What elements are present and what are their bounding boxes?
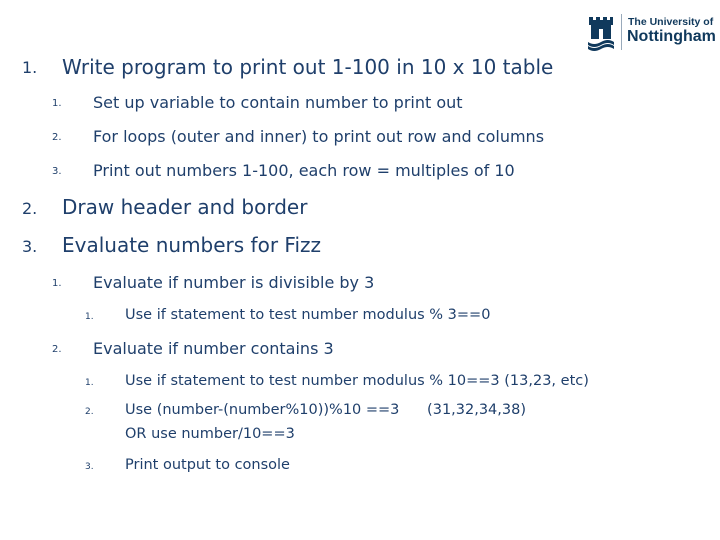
university-logo [586, 12, 714, 52]
list-number: 3. [52, 166, 62, 177]
list-item: Use (number-(number%10))%10 ==3 (31,32,34,38) [125, 402, 527, 418]
logo-line1: The University of [628, 16, 714, 28]
list-item: Set up variable to contain number to print out [93, 93, 463, 112]
list-number: 3. [85, 462, 94, 472]
list-number: 1. [85, 312, 94, 322]
castle-crest-icon [586, 13, 616, 51]
list-item: Evaluate if number contains 3 [93, 339, 334, 358]
list-item: Evaluate numbers for Fizz [62, 233, 322, 257]
list-item: Use if statement to test number modulus % 10==3 (13,23, etc) [125, 373, 589, 389]
list-item: Print out numbers 1-100, each row = multiples of 10 [93, 161, 515, 180]
list-number: 2. [85, 407, 94, 417]
logo-divider [621, 14, 622, 50]
list-number: 3. [22, 237, 38, 256]
list-number: 1. [52, 278, 62, 289]
list-item: Evaluate if number is divisible by 3 [93, 273, 375, 292]
list-item: Print output to console [125, 457, 290, 473]
logo-line2: Nottingham [627, 28, 716, 45]
list-item: Write program to print out 1-100 in 10 x 10 table [62, 55, 554, 79]
list-number: 2. [52, 344, 62, 355]
list-item: For loops (outer and inner) to print out row and columns [93, 127, 545, 146]
list-number: 1. [22, 58, 38, 77]
list-item: Use if statement to test number modulus % 3==0 [125, 307, 491, 323]
list-number: 2. [52, 132, 62, 143]
list-number: 1. [85, 378, 94, 388]
list-item-continuation: OR use number/10==3 [125, 426, 295, 442]
list-number: 2. [22, 199, 38, 218]
list-item: Draw header and border [62, 195, 308, 219]
list-number: 1. [52, 98, 62, 109]
